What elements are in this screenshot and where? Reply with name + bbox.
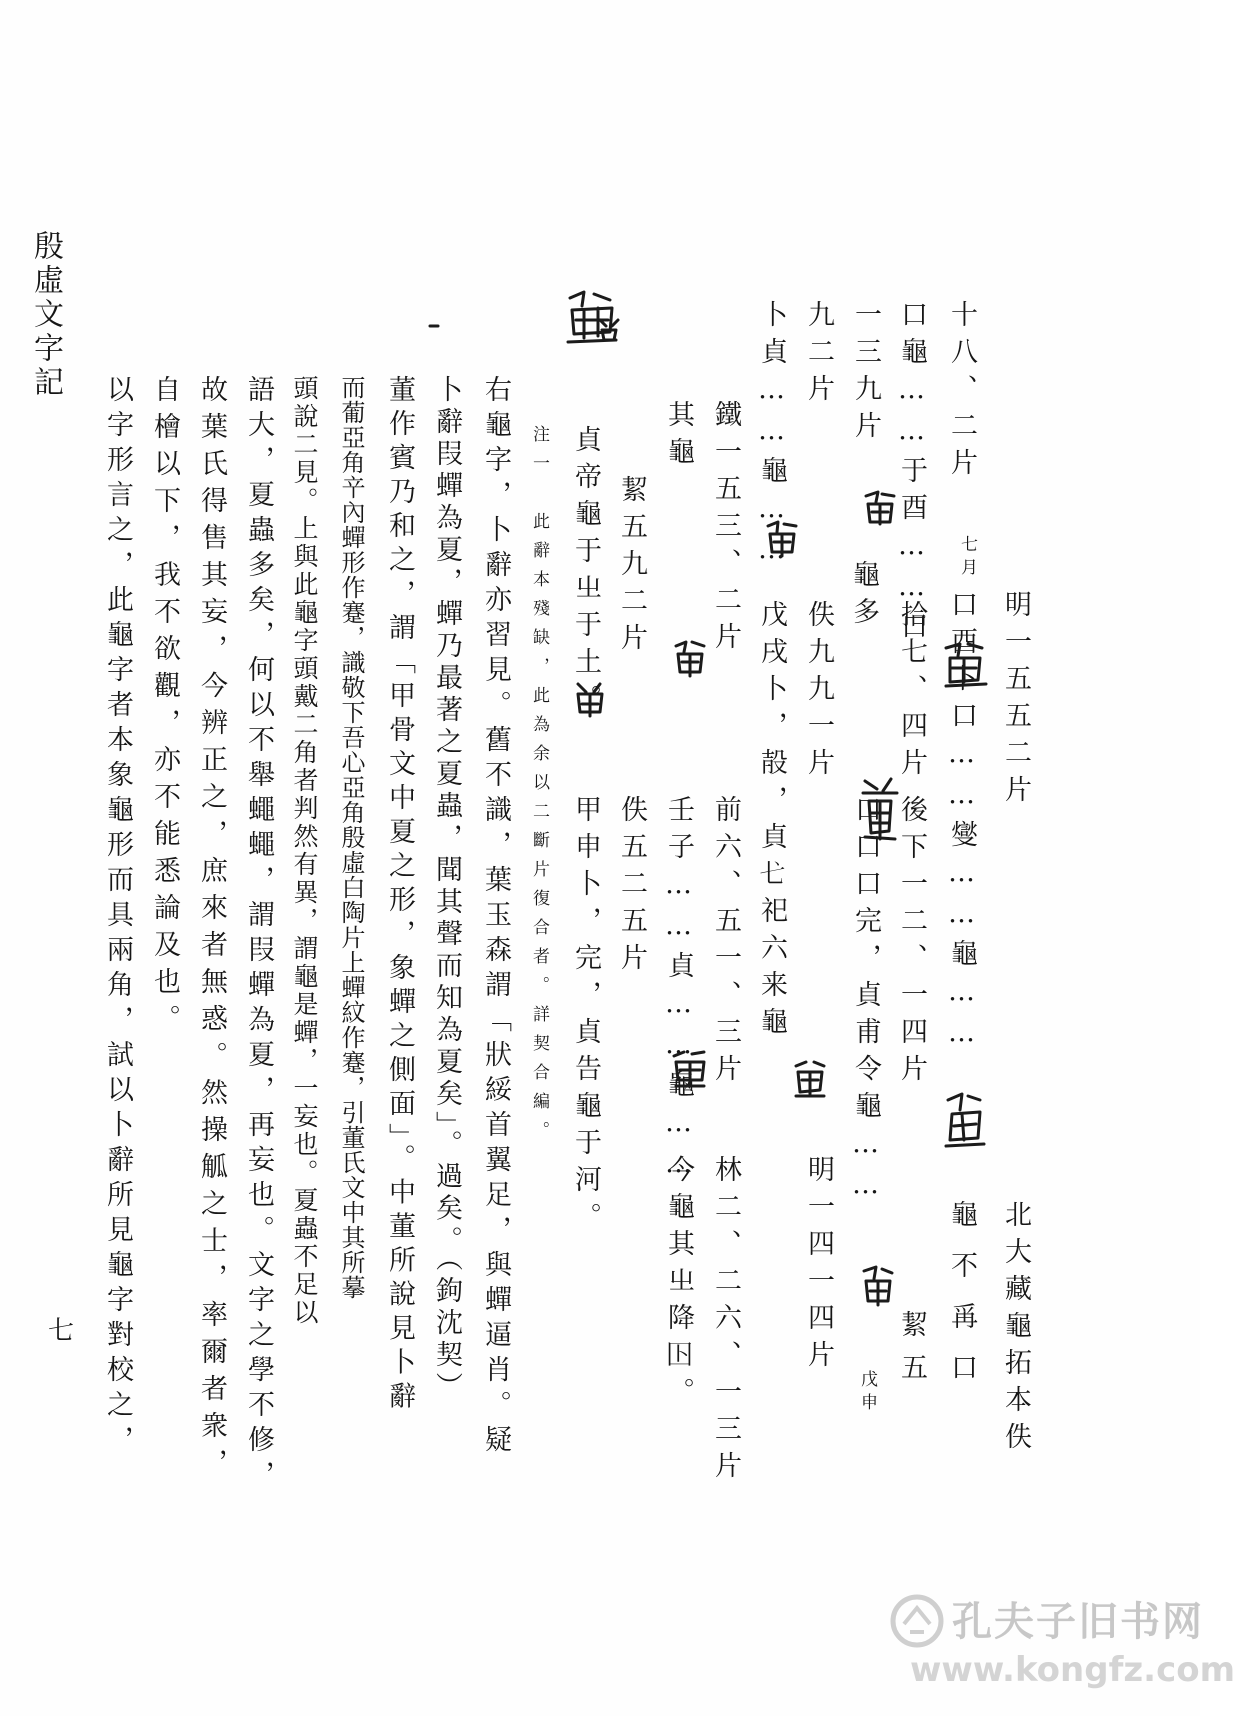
text-column: 甲申卜，完，貞告龜于河。 (570, 795, 601, 1239)
oracle-glyph-drawing (670, 1050, 710, 1090)
oracle-glyph-drawing (670, 640, 710, 680)
oracle-glyph-drawing (764, 520, 800, 560)
paragraph-column: 頭說二見。上與此龜字頭戴二角者判然有異，謂龜是蟬，一妄也。夏蟲不足以 (290, 375, 319, 1327)
page-number: 七 (48, 1316, 75, 1346)
text-column: 口口口完，貞甫令龜…… (850, 795, 881, 1210)
oracle-glyph-drawing (855, 775, 905, 845)
text-column: 戊申 (857, 1370, 877, 1416)
oracle-glyph-drawing (790, 1060, 830, 1100)
text-column: 卜貞……龜…… (756, 300, 787, 575)
oracle-glyph-drawing (858, 1265, 898, 1310)
oracle-glyph-drawing (596, 316, 622, 342)
text-column: 十八、二片 (946, 300, 977, 485)
watermark-logo-icon (890, 1594, 944, 1648)
paragraph-column: 自檜以下，我不欲觀，亦不能悉論及也。 (149, 375, 180, 1041)
watermark-text: 孔夫子旧书网 (952, 1599, 1204, 1645)
text-column: 龜不爯口 (946, 1200, 977, 1404)
text-column: 後下一二、一四片 (896, 795, 927, 1091)
text-column: 一三九片 (850, 300, 881, 448)
text-column: 北大藏龜拓本佚 (1000, 1200, 1031, 1459)
text-column: 壬子……貞……龜…… (663, 795, 694, 1189)
text-column: 口酉卜口……燮……龜…… (946, 590, 977, 1058)
paragraph-column: 以字形言之，此龜字者本象龜形而具兩角，試以卜辭所見龜字對校之， (102, 375, 133, 1460)
text-column: 今龜其㞢降𡆥。 (663, 1155, 694, 1414)
oracle-glyph-drawing (860, 490, 900, 530)
text-column: 佚五二五片 (616, 795, 647, 980)
text-column: 戊戌卜，㱿，貞𢍺祀六来龜 (756, 600, 787, 1044)
text-column: 龜多 (848, 560, 879, 634)
paragraph-column: 右龜字，卜辭亦習見。舊不識，葉玉森謂「狀綏首翼足，與蟬逼肖。疑 (480, 375, 511, 1460)
paragraph-column: 故葉氏得售其妄，今辨正之，庶來者無惑。然操觚之士，率爾者衆， (196, 375, 227, 1485)
text-column: 絜五九二片 (616, 475, 647, 660)
text-column: 明一五五二片 (1000, 590, 1031, 812)
text-column: 其龜 (663, 400, 694, 474)
text-column: 前六、五一、三片 (710, 795, 741, 1091)
oracle-glyph-drawing (428, 320, 440, 332)
text-column: 貞帝龜于㞢于土。 (570, 425, 601, 721)
running-title: 殷虛文字記 (28, 230, 63, 400)
text-column: 林二、二六、一三片 (710, 1155, 741, 1488)
oracle-glyph-drawing (940, 1090, 990, 1150)
paragraph-column: 卜辭叚蟬為夏，蟬乃最著之夏蟲，聞其聲而知為夏矣」。過矣。（鉤沈契） (431, 375, 462, 1404)
text-column: 佚九九一片 (803, 600, 834, 785)
text-column: 鐵一五三、二片 (710, 400, 741, 659)
text-column: 口龜……于酉……口 (896, 300, 927, 649)
text-column: 絜五 (896, 1310, 927, 1396)
text-column: 明一四一四片 (803, 1155, 834, 1377)
oracle-glyph-drawing (940, 640, 990, 690)
watermark-url: www.kongfz.com (910, 1650, 1235, 1690)
paragraph-column: 董作賓乃和之，謂「甲骨文中夏之形，象蟬之側面」。中董所說見卜辭 (384, 375, 415, 1416)
paragraph-column: 語大，夏蟲多矣，何以不舉蠅蠅，謂叚蟬為夏，再妄也。文字之學不修， (243, 375, 274, 1495)
oracle-glyph-drawing (570, 680, 610, 720)
text-column-note: 七月 (957, 535, 977, 581)
watermark (890, 1590, 1235, 1700)
paragraph-column: 而葡亞角䇂內蟬形作蹇，識敬下吾心亞角殷虛白陶片上蟬紋作蹇，引董氏文中其所摹 (337, 375, 365, 1300)
text-column: 九二片 (803, 300, 834, 411)
footnote: 注一 此辭本殘缺，此為余以二斷片復合者。詳契合編。 (529, 425, 549, 1150)
text-column: 拾七、四片 (896, 600, 927, 785)
